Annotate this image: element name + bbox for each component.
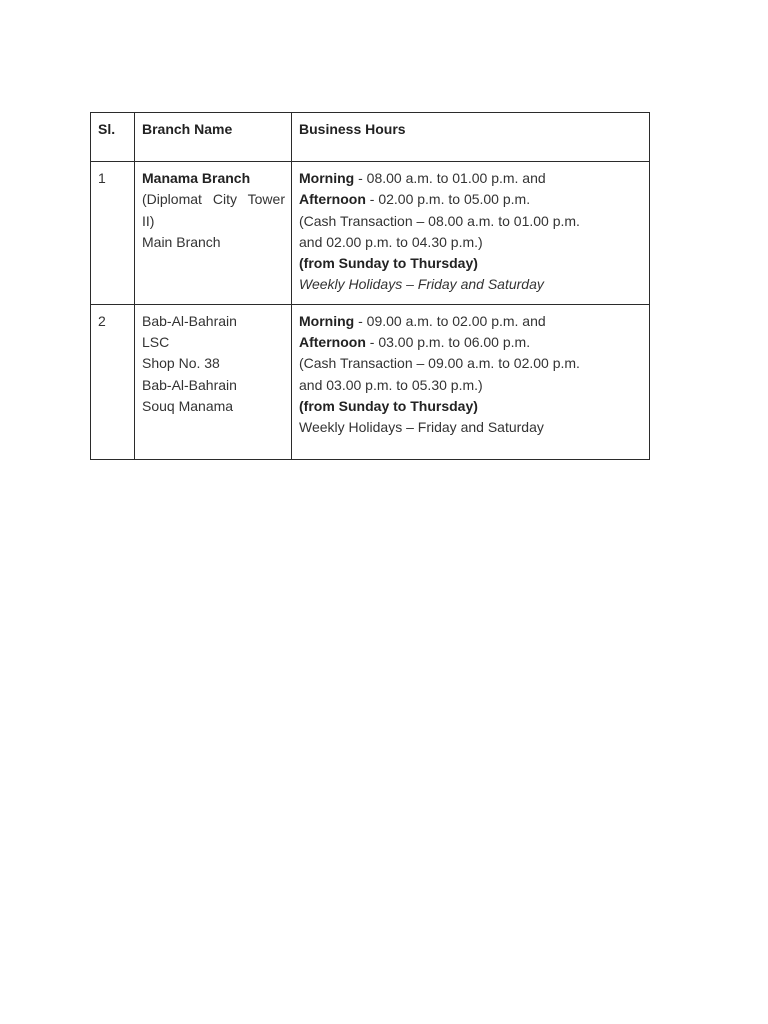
working-days: (from Sunday to Thursday)	[299, 397, 478, 414]
branch-line: Bab-Al-Bahrain	[142, 312, 237, 329]
morning-label: Morning	[299, 312, 355, 329]
branch-address-line: (Diplomat City Tower	[142, 191, 285, 208]
cash-transaction-line: and 02.00 p.m. to 04.30 p.m.)	[299, 233, 483, 250]
cell-branch	[135, 162, 292, 305]
row-number: 1	[98, 170, 106, 186]
working-days: (from Sunday to Thursday)	[299, 255, 478, 272]
cell-hours	[292, 162, 650, 305]
afternoon-hours	[299, 332, 643, 353]
cell-hours	[292, 304, 650, 459]
table-row	[91, 304, 650, 459]
morning-hours	[299, 168, 643, 189]
branch-line: Bab-Al-Bahrain	[142, 376, 237, 393]
branch-hours-table	[90, 112, 650, 460]
branch-name: Manama Branch	[142, 170, 251, 186]
cell-sl	[91, 304, 135, 459]
cell-sl	[91, 162, 135, 305]
afternoon-hours	[299, 189, 643, 210]
branch-line: Shop No. 38	[142, 355, 220, 372]
cell-branch	[135, 304, 292, 459]
table-row	[91, 162, 650, 305]
weekly-holidays: Weekly Holidays – Friday and Saturday	[299, 419, 544, 436]
branch-line: LSC	[142, 334, 170, 351]
morning-text: - 09.00 a.m. to 02.00 p.m. and	[354, 312, 546, 329]
afternoon-text: - 03.00 p.m. to 06.00 p.m.	[365, 334, 531, 351]
morning-label: Morning	[299, 170, 355, 186]
cash-transaction-line: and 03.00 p.m. to 05.30 p.m.)	[299, 376, 483, 393]
afternoon-label: Afternoon	[299, 191, 366, 208]
branch-address-line: Main Branch	[142, 233, 221, 250]
cash-transaction-line: (Cash Transaction – 08.00 a.m. to 01.00 p.m.	[299, 212, 580, 229]
branch-address-line: II)	[142, 212, 155, 229]
weekly-holidays: Weekly Holidays – Friday and Saturday	[299, 276, 544, 293]
header-sl: Sl.	[91, 113, 135, 162]
header-business-hours: Business Hours	[292, 113, 650, 162]
afternoon-text: - 02.00 p.m. to 05.00 p.m.	[365, 191, 531, 208]
morning-text: - 08.00 a.m. to 01.00 p.m. and	[354, 170, 546, 186]
cash-transaction-line: (Cash Transaction – 09.00 a.m. to 02.00 p.m.	[299, 355, 580, 372]
row-number: 2	[98, 312, 106, 329]
afternoon-label: Afternoon	[299, 334, 366, 351]
morning-hours	[299, 311, 643, 332]
table-header-row	[91, 113, 650, 162]
header-branch-name: Branch Name	[135, 113, 292, 162]
branch-line: Souq Manama	[142, 397, 234, 414]
